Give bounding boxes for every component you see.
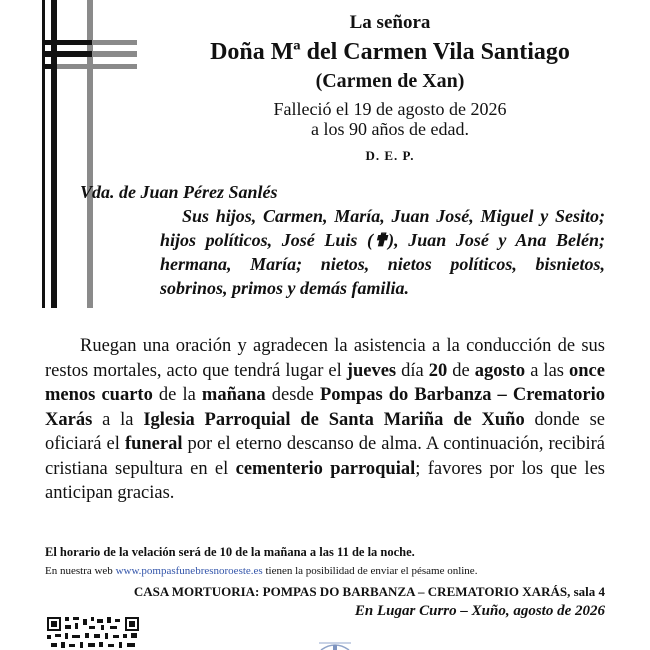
notice-text: de la: [152, 385, 202, 405]
death-date: Falleció el 19 de agosto de 2026: [273, 99, 507, 119]
notice-time: once menos cuarto: [45, 360, 605, 405]
ceremony-notice: [45, 334, 605, 506]
notice-date: 20: [428, 360, 448, 381]
website-link[interactable]: www.pompasfunebresnoroeste.es: [115, 565, 263, 577]
age-at-death: a los 90 años de edad.: [311, 119, 469, 139]
notice-text: desde: [265, 385, 320, 405]
rip-abbreviation: D. E. P.: [365, 148, 415, 163]
notice-text: donde se oficiará el: [45, 409, 605, 454]
web-condolence-line: [45, 565, 615, 577]
widow-line: Vda. de Juan Pérez Sanlés: [80, 182, 278, 202]
place-date-line: En Lugar Curro – Xuño, agosto de 2026: [354, 603, 605, 619]
notice-month: agosto: [474, 360, 526, 381]
funeral-home-logo-icon: [315, 638, 355, 650]
notice-text: por el eterno descanso de alma. A continuación, recibirá cristiana sepultura en el: [45, 434, 605, 479]
notice-text: de: [447, 360, 475, 381]
latin-cross-icon: [42, 0, 137, 315]
deceased-cross-icon: ✟: [372, 230, 389, 250]
family-text-cont: ), Juan José y Ana Belén; hermana, María; nietos, nietos políticos, bisnietos, sobrinos, primos y demás familia.: [160, 230, 605, 298]
notice-origin: Pompas do Barbanza – Crematorio Xarás: [45, 385, 606, 430]
web-suffix: tienen la posibilidad de enviar el pésame online.: [262, 565, 478, 577]
notice-text: a la: [92, 409, 144, 430]
notice-period: mañana: [201, 385, 266, 405]
notice-text: a las: [525, 360, 570, 381]
deceased-name: Doña Mª del Carmen Vila Santiago: [210, 39, 570, 65]
wake-hours: El horario de la velación será de 10 de la mañana a las 11 de la noche.: [45, 545, 415, 559]
notice-day: jueves: [346, 360, 397, 381]
family-text: Sus hijos, Carmen, María, Juan José, Miguel y Sesito; hijos políticos, José Luis (: [160, 206, 605, 250]
notice-funeral: funeral: [124, 434, 183, 454]
notice-text: día: [396, 360, 429, 381]
notice-text: Ruegan una oración y agradecen la asistencia a la conducción de sus restos mortales, acto que tendrá lugar el: [45, 336, 605, 381]
funeral-home-line: CASA MORTUORIA: POMPAS DO BARBANZA – CREMATORIO XARÁS, sala 4: [133, 584, 605, 599]
honorific-line: La señora: [349, 12, 431, 33]
deceased-alias: (Carmen de Xan): [315, 70, 465, 92]
web-prefix: En nuestra web: [45, 565, 116, 577]
notice-church: Iglesia Parroquial de Santa Mariña de Xuño: [143, 409, 525, 430]
family-list: [80, 180, 605, 300]
notice-text: ; favores por los que les anticipan gracias.: [45, 458, 605, 503]
qr-code-icon[interactable]: [47, 617, 142, 650]
notice-cemetery: cementerio parroquial: [235, 458, 416, 479]
